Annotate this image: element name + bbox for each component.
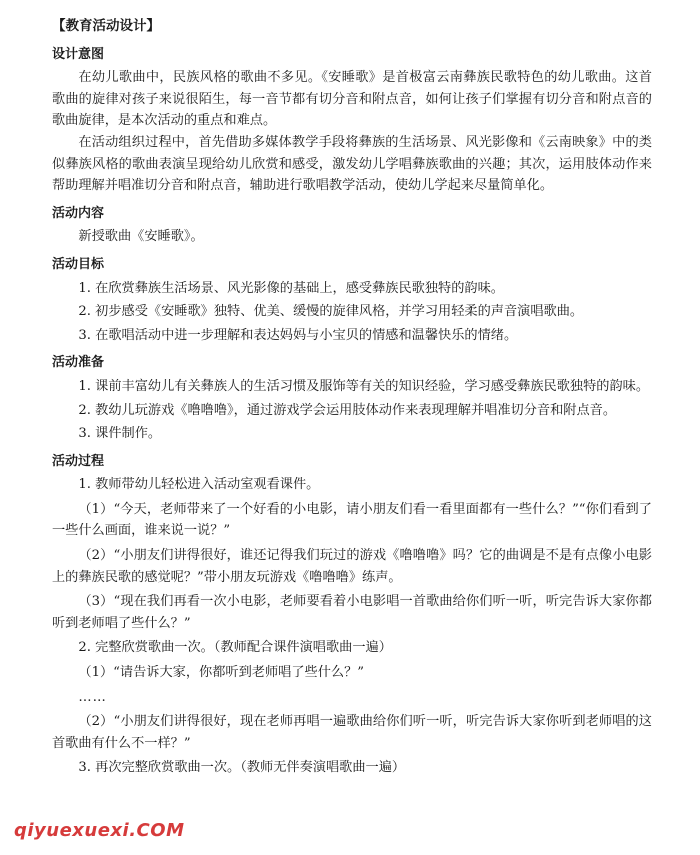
process-step-1-3: （3）“现在我们再看一次小电影，老师要看着小电影唱一首歌曲给你们听一听，听完告诉大家你都听到老师唱了些什么？” xyxy=(52,594,652,631)
prep-item-3: 3. 课件制作。 xyxy=(78,426,162,442)
process-step-2-1: （1）“请告诉大家，你都听到老师唱了些什么？” xyxy=(78,665,365,681)
process-step-1: 1. 教师带幼儿轻松进入活动室观看课件。 xyxy=(78,477,320,493)
prep-item-1: 1. 课前丰富幼儿有关彝族人的生活习惯及服饰等有关的知识经验，学习感受彝族民歌独特的韵味。 xyxy=(78,378,650,394)
heading-activity-goals: 活动目标 xyxy=(52,256,105,272)
content-paragraph: 新授歌曲《安睡歌》。 xyxy=(78,229,204,245)
heading-activity-content: 活动内容 xyxy=(52,205,105,221)
site-watermark: qiyuexuexi.COM xyxy=(14,820,185,841)
process-step-3: 3. 再次完整欣赏歌曲一次。（教师无伴奏演唱歌曲一遍） xyxy=(78,760,406,776)
prep-item-2: 2. 教幼儿玩游戏《噜噜噜》，通过游戏学会运用肢体动作来表现理解并唱准切分音和附点音。 xyxy=(78,402,617,418)
process-step-2-2: （2）“小朋友们讲得很好，现在老师再唱一遍歌曲给你们听一听，听完告诉大家你听到老师唱的这首歌曲有什么不一样？” xyxy=(52,714,652,751)
design-paragraph-1: 在幼儿歌曲中，民族风格的歌曲不多见。《安睡歌》是首极富云南彝族民歌特色的幼儿歌曲。这首歌曲的旋律对孩子来说很陌生，每一音节都有切分音和附点音，如何让孩子们掌握有切分音和附点音的歌曲旋律，是本次活动的重点和难点。 xyxy=(52,70,652,129)
design-paragraph-2: 在活动组织过程中，首先借助多媒体教学手段将彝族的生活场景、风光影像和《云南映象》中的类似彝族风格的歌曲表演呈现给幼儿欣赏和感受，激发幼儿学唱彝族歌曲的兴趣；其次，运用肢体动作来帮助理解并唱准切分音和附点音，辅助进行歌唱教学活动，使幼儿学起来尽量简单化。 xyxy=(52,134,652,194)
process-step-1-2: （2）“小朋友们讲得很好，谁还记得我们玩过的游戏《噜噜噜》吗？它的曲调是不是有点像小电影上的彝族民歌的感觉呢？”带小朋友玩游戏《噜噜噜》练声。 xyxy=(52,548,652,585)
ellipsis: …… xyxy=(78,689,107,705)
document-page xyxy=(52,14,652,781)
heading-design-intent: 设计意图 xyxy=(52,46,105,62)
process-step-1-1: （1）“今天，老师带来了一个好看的小电影，请小朋友们看一看里面都有一些什么？”“你们看到了一些什么画面，谁来说一说？” xyxy=(52,501,652,539)
process-step-2: 2. 完整欣赏歌曲一次。（教师配合课件演唱歌曲一遍） xyxy=(78,640,392,656)
goal-item-3: 3. 在歌唱活动中进一步理解和表达妈妈与小宝贝的情感和温馨快乐的情绪。 xyxy=(78,327,518,343)
heading-activity-prep: 活动准备 xyxy=(52,355,105,371)
goal-item-2: 2. 初步感受《安睡歌》独特、优美、缓慢的旋律风格，并学习用轻柔的声音演唱歌曲。 xyxy=(78,304,584,320)
heading-activity-process: 活动过程 xyxy=(52,453,105,469)
goal-item-1: 1. 在欣赏彝族生活场景、风光影像的基础上，感受彝族民歌独特的韵味。 xyxy=(78,280,504,296)
section-tag: 【教育活动设计】 xyxy=(52,18,160,34)
